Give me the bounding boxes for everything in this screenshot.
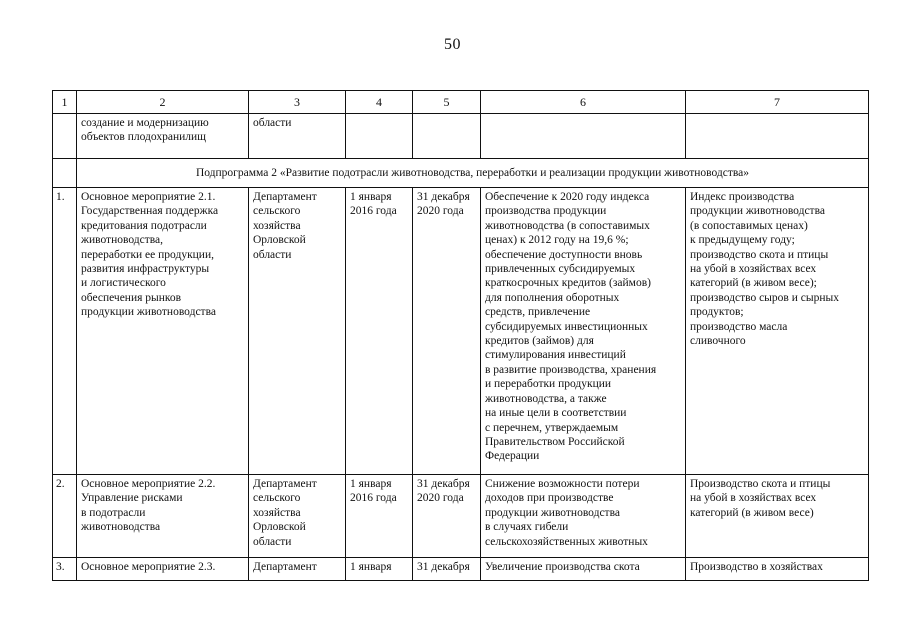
start-date: 1 января <box>346 558 413 581</box>
end-date: 31 декабря <box>413 558 481 581</box>
measure-name: Основное мероприятие 2.1. Государственная поддержка кредитования подотрасли животноводства, переработки ее продукции, развития инфраструктуры и логистического обеспечения рынков продукции животноводства <box>77 188 249 475</box>
continuation-row <box>53 114 869 159</box>
cell-end <box>413 114 481 159</box>
measure-name: Основное мероприятие 2.3. <box>77 558 249 581</box>
end-date: 31 декабря 2020 года <box>413 188 481 475</box>
header-col-2: 2 <box>77 91 249 114</box>
indicators: Производство скота и птицы на убой в хозяйствах всех категорий (в живом весе) <box>686 475 869 558</box>
cell-start <box>346 114 413 159</box>
table-row <box>53 475 869 558</box>
executor: Департамент сельского хозяйства Орловской области <box>249 475 346 558</box>
table-row <box>53 188 869 475</box>
expected-result: Обеспечение к 2020 году индекса производства продукции животноводства (в сопоставимых ценах) к 2012 году на 19,6 %; обеспечение доступности вновь привлеченных субсидируемых краткосрочных кредитов (займов) для пополнения оборотных средств, привлечение субсидируемых инвестиционных кредитов (займов) для стимулирования инвестиций в развитие производства, хранения и переработки продукции животноводства, а также на иные цели в соответствии с перечнем, утверждаемым Правительством Российской Федерации <box>481 188 686 475</box>
indicators: Индекс производства продукции животноводства (в сопоставимых ценах) к предыдущему году; производство скота и птицы на убой в хозяйствах всех категорий (в живом весе); производство сыров и сырных продуктов; производство масла сливочного <box>686 188 869 475</box>
header-row <box>53 91 869 114</box>
cell-measure: создание и модернизацию объектов плодохранилищ <box>77 114 249 159</box>
cell-num <box>53 114 77 159</box>
header-col-1: 1 <box>53 91 77 114</box>
row-number: 2. <box>53 475 77 558</box>
row-number: 3. <box>53 558 77 581</box>
header-col-7: 7 <box>686 91 869 114</box>
measure-name: Основное мероприятие 2.2. Управление рисками в подотрасли животноводства <box>77 475 249 558</box>
header-col-4: 4 <box>346 91 413 114</box>
executor: Департамент <box>249 558 346 581</box>
cell-result <box>481 114 686 159</box>
header-col-3: 3 <box>249 91 346 114</box>
page-number: 50 <box>444 36 461 53</box>
expected-result: Снижение возможности потери доходов при производстве продукции животноводства в случаях гибели сельскохозяйственных животных <box>481 475 686 558</box>
subprogram-title: Подпрограмма 2 «Развитие подотрасли животноводства, переработки и реализации продукции животноводства» <box>77 159 869 188</box>
row-number: 1. <box>53 188 77 475</box>
executor: Департамент сельского хозяйства Орловской области <box>249 188 346 475</box>
header-col-5: 5 <box>413 91 481 114</box>
cell-indicators <box>686 114 869 159</box>
expected-result: Увеличение производства скота <box>481 558 686 581</box>
indicators: Производство в хозяйствах <box>686 558 869 581</box>
cell-executor: области <box>249 114 346 159</box>
start-date: 1 января 2016 года <box>346 188 413 475</box>
subprogram-num-cell <box>53 159 77 188</box>
header-col-6: 6 <box>481 91 686 114</box>
end-date: 31 декабря 2020 года <box>413 475 481 558</box>
program-measures-table <box>52 90 869 581</box>
start-date: 1 января 2016 года <box>346 475 413 558</box>
subprogram-row <box>53 159 869 188</box>
table-row <box>53 558 869 581</box>
